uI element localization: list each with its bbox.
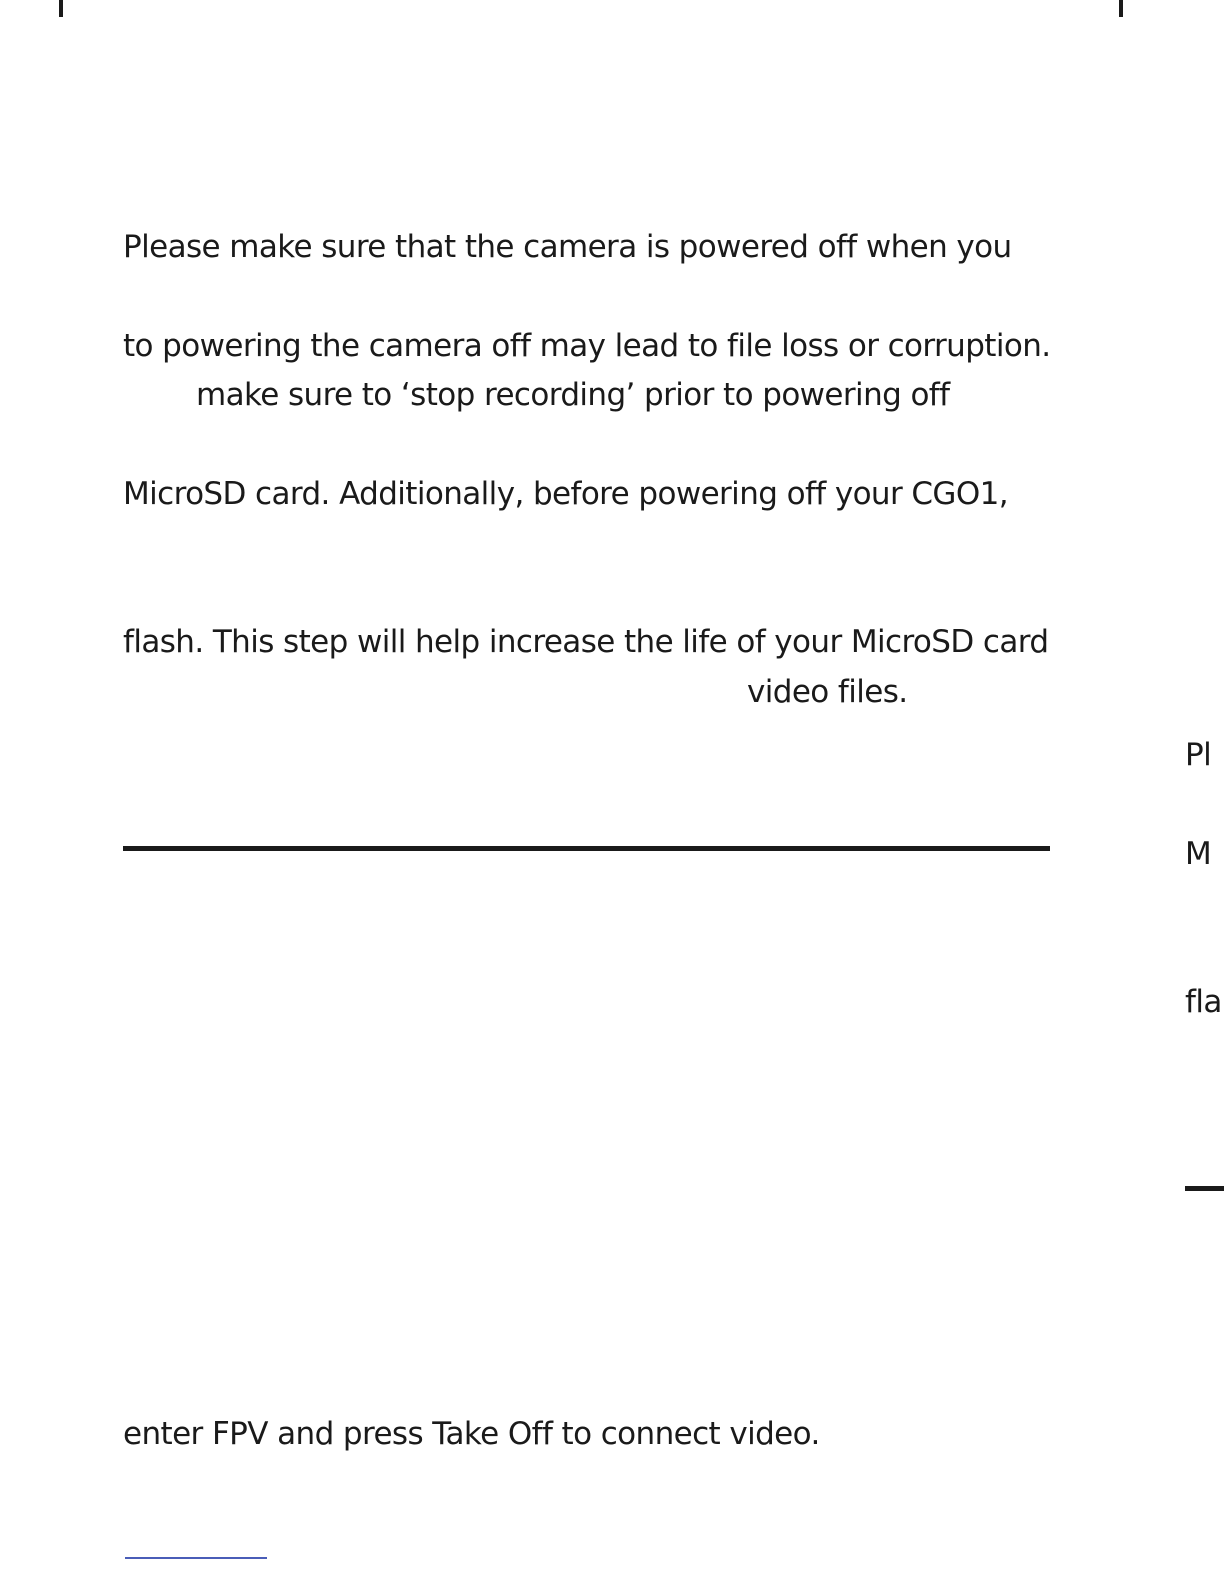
section-divider [123,846,1050,851]
text-line-1: Please make sure that the camera is powered off when you [123,229,1012,265]
next-page-fragment-1: Pl [1185,737,1212,773]
text-line-5: flash. This step will help increase the life of your MicroSD card [123,624,1049,660]
text-line-6: video files. [747,674,908,710]
crop-mark-right [1119,0,1123,17]
link-underline [125,1557,267,1559]
text-line-3: make sure to ‘stop recording’ prior to powering off [196,377,950,413]
next-page-divider [1185,1186,1224,1191]
next-page-fragment-2: M [1185,836,1212,872]
text-line-2: to powering the camera off may lead to file loss or corruption. [123,328,1051,364]
text-line-4: MicroSD card. Additionally, before powering off your CGO1, [123,476,1009,512]
text-line-7: enter FPV and press Take Off to connect video. [123,1416,820,1452]
next-page-fragment-3: fla [1185,984,1222,1020]
crop-mark-left [59,0,63,17]
